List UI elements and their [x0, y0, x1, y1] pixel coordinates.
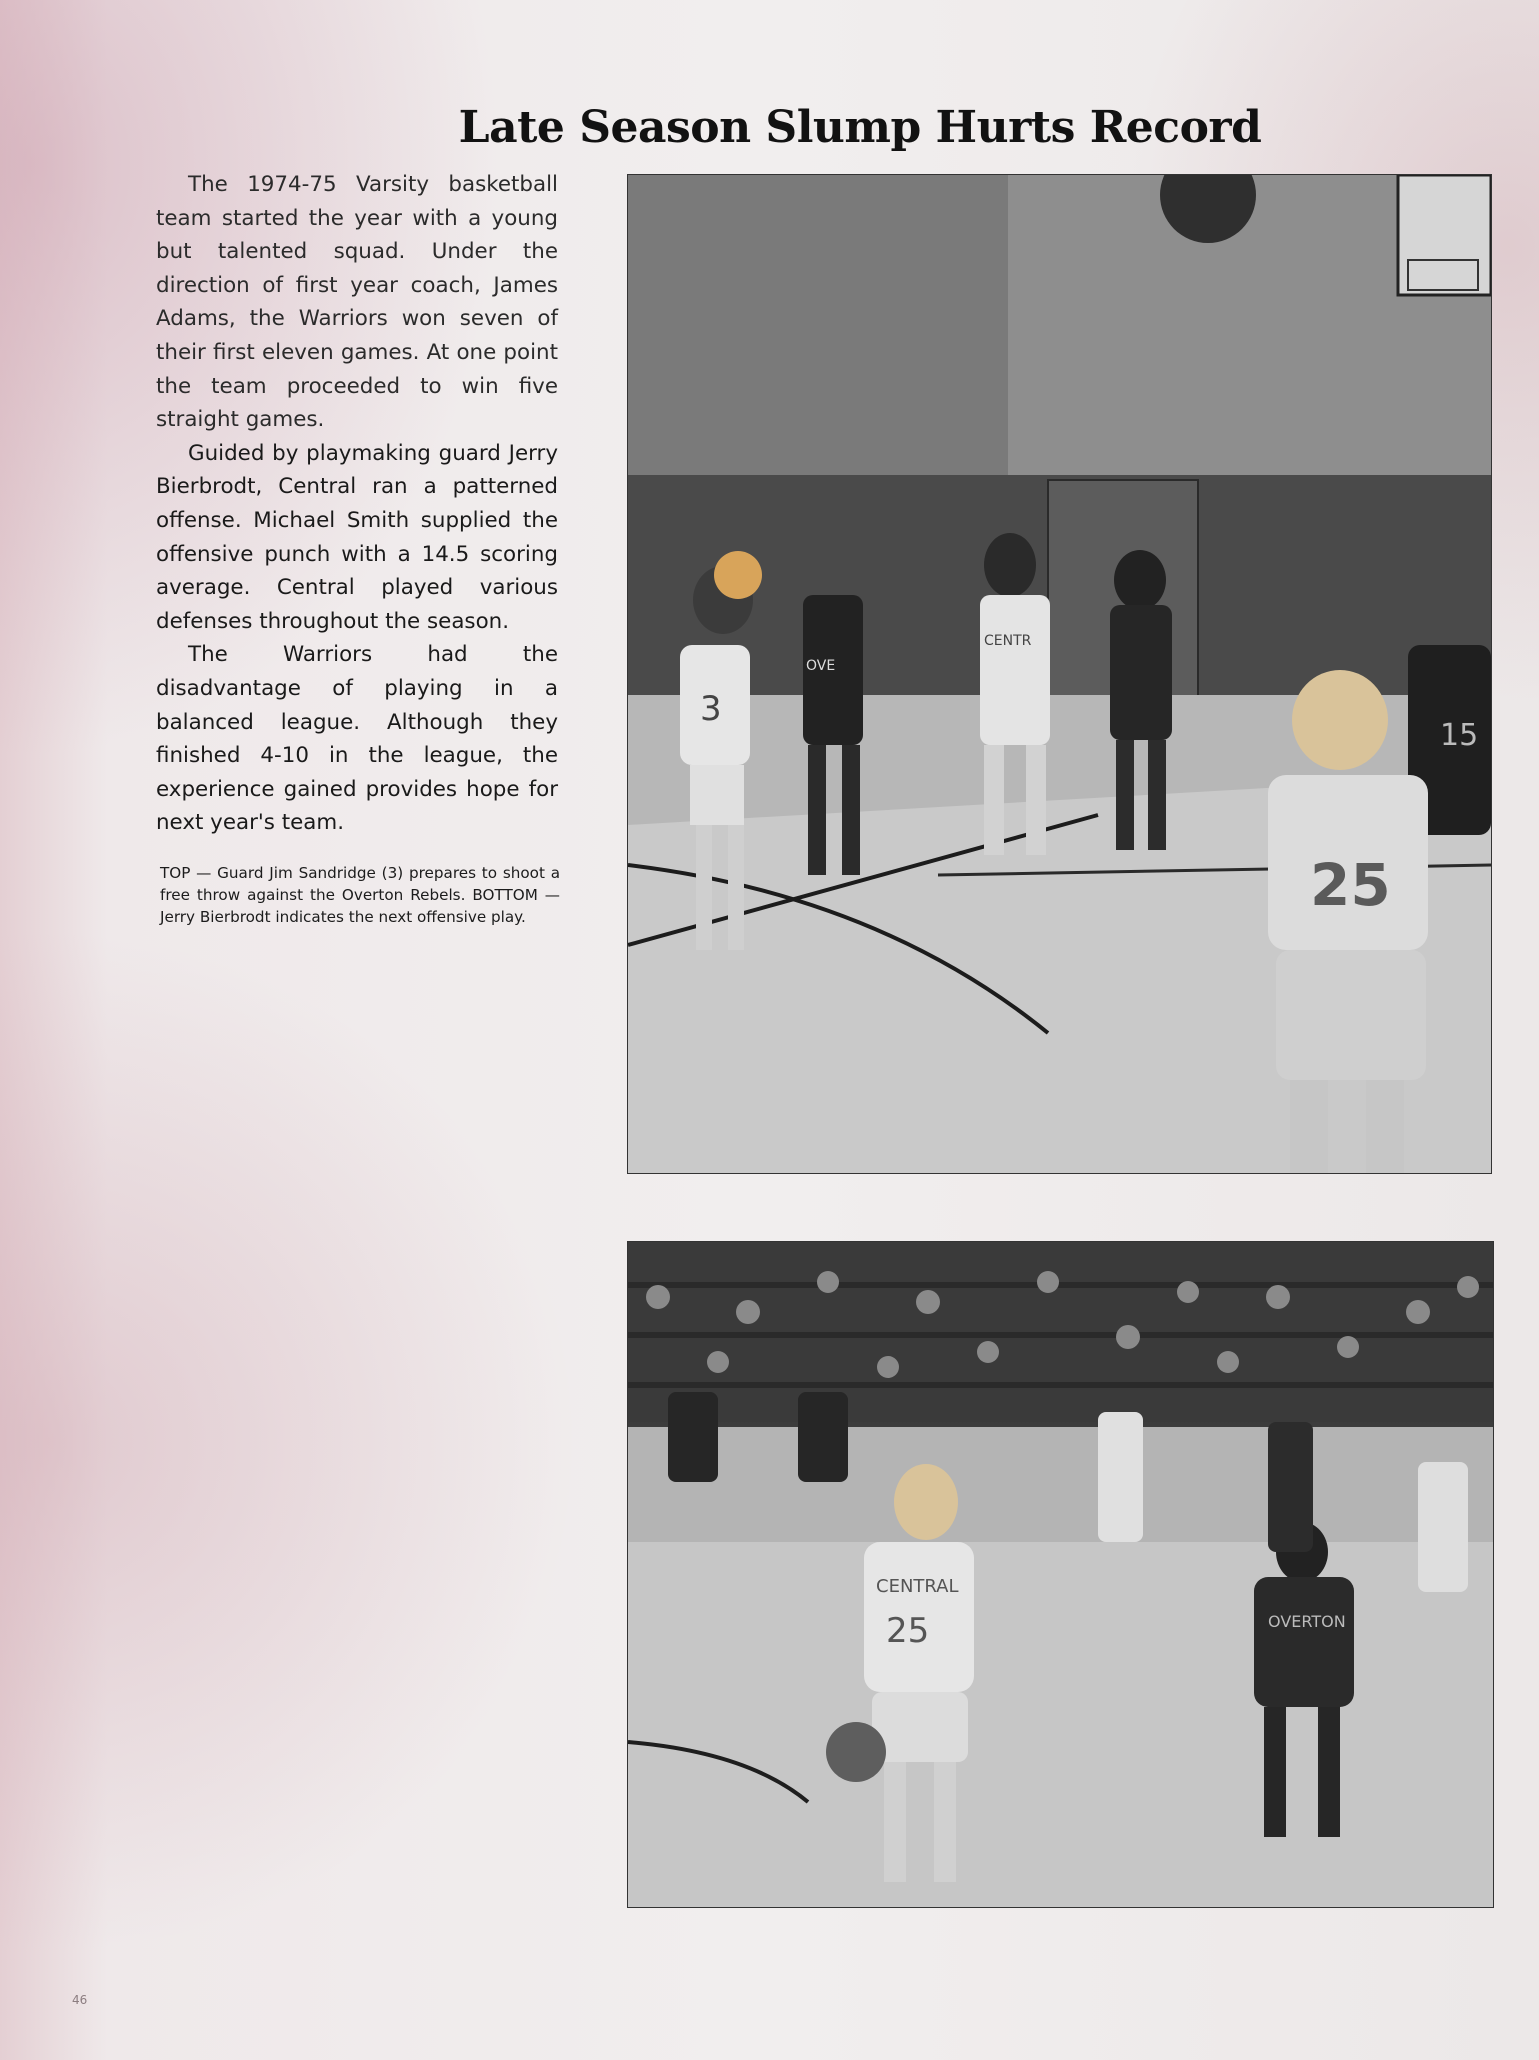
- page-title: Late Season Slump Hurts Record: [458, 102, 1262, 153]
- photo-top-illustration: [628, 175, 1491, 1173]
- jersey-number-3: 3: [700, 689, 722, 729]
- page-number: 46: [72, 1993, 88, 2007]
- jersey-text-overton: OVERTON: [1268, 1612, 1346, 1631]
- article-paragraph-2: Guided by playmaking guard Jerry Bierbrodt, Central ran a patterned offense. Michael Smith supplied the offensive punch with a 14.5 scoring average. Central played various defenses throughout the season.: [156, 440, 558, 634]
- photo-top-free-throw: [627, 174, 1492, 1174]
- jersey-number-15: 15: [1440, 718, 1479, 753]
- jersey-number-25-bottom: 25: [886, 1611, 930, 1651]
- article-paragraph-3: The Warriors had the disadvantage of playing in a balanced league. Although they finished 4-10 in the league, the experience gained provides hope for next year's team.: [156, 642, 558, 836]
- photo-bottom-illustration: [628, 1242, 1493, 1907]
- jersey-text-central: CENTRAL: [876, 1576, 959, 1597]
- article-body: [156, 168, 558, 840]
- jersey-number-25: 25: [1310, 851, 1391, 919]
- photo-caption: TOP — Guard Jim Sandridge (3) prepares to shoot a free throw against the Overton Rebels. BOTTOM — Jerry Bierbrodt indicates the next offensive play.: [160, 864, 560, 926]
- svg-text:OVE: OVE: [806, 658, 836, 674]
- photo-bottom-dribble: [627, 1241, 1494, 1908]
- article-paragraph-1: The 1974-75 Varsity basketball team started the year with a young but talented squad. Under the direction of first year coach, James Adams, the Warriors won seven of their first eleven games. At one point the team proceeded to win five straight games.: [156, 172, 558, 433]
- svg-text:CENTR: CENTR: [984, 633, 1032, 649]
